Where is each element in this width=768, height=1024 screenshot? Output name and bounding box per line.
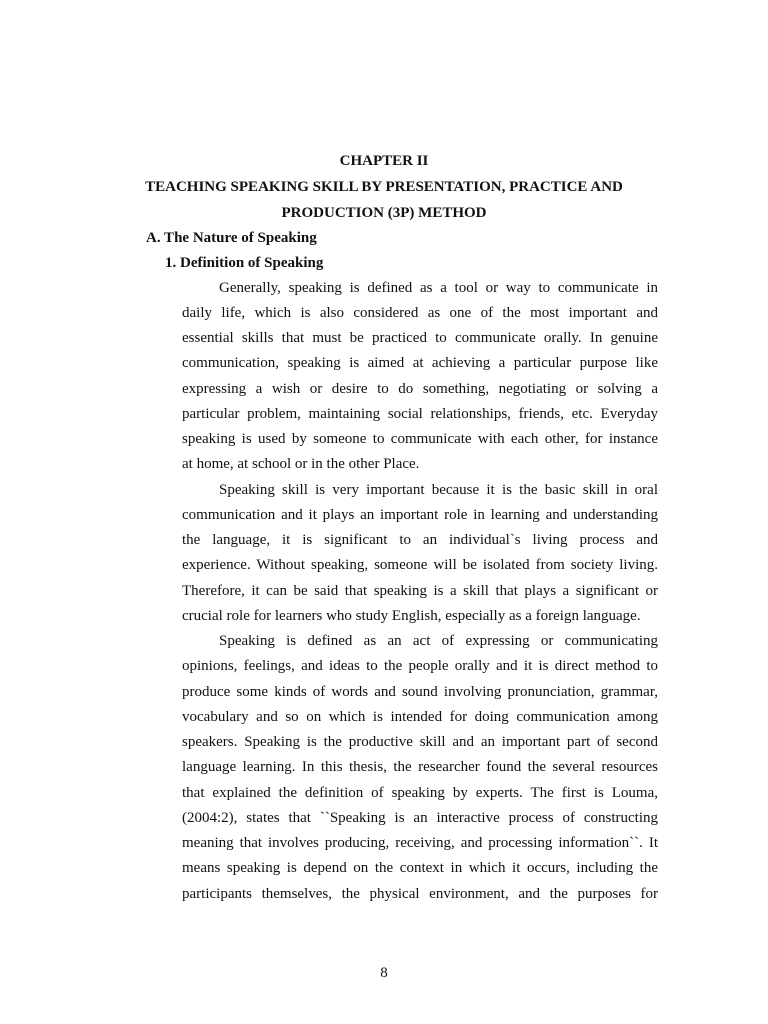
body-line: communication and it plays an important role in learning and understanding bbox=[182, 507, 658, 523]
body-line: communication, speaking is aimed at achieving a particular purpose like bbox=[182, 355, 658, 371]
body-line: experience. Without speaking, someone will be isolated from society living. bbox=[182, 557, 658, 573]
chapter-title-line-2: PRODUCTION (3P) METHOD bbox=[281, 205, 487, 221]
body-line: expressing a wish or desire to do something, negotiating or solving a bbox=[182, 381, 658, 397]
body-line: that explained the definition of speaking by experts. The first is Louma, bbox=[182, 785, 658, 801]
body-line: language learning. In this thesis, the researcher found the several resources bbox=[182, 759, 658, 775]
body-line: (2004:2), states that ``Speaking is an interactive process of constructing bbox=[182, 810, 658, 826]
body-line: speakers. Speaking is the productive skill and an important part of second bbox=[182, 734, 658, 750]
body-line: means speaking is depend on the context in which it occurs, including the bbox=[182, 860, 658, 876]
body-line: Speaking is defined as an act of expressing or communicating bbox=[219, 633, 658, 649]
body-line: produce some kinds of words and sound involving pronunciation, grammar, bbox=[182, 684, 658, 700]
body-line: crucial role for learners who study English, especially as a foreign language. bbox=[182, 608, 641, 624]
body-line: the language, it is significant to an individual`s living process and bbox=[182, 532, 658, 548]
section-heading: A. The Nature of Speaking bbox=[146, 230, 317, 246]
body-line: speaking is used by someone to communicate with each other, for instance bbox=[182, 431, 658, 447]
body-line: particular problem, maintaining social relationships, friends, etc. Everyday bbox=[182, 406, 658, 422]
chapter-number: CHAPTER II bbox=[339, 153, 429, 169]
chapter-title-line-1: TEACHING SPEAKING SKILL BY PRESENTATION, PRACTICE AND bbox=[145, 179, 623, 195]
body-line: Generally, speaking is defined as a tool or way to communicate in bbox=[219, 280, 658, 296]
body-line: essential skills that must be practiced to communicate orally. In genuine bbox=[182, 330, 658, 346]
body-line: daily life, which is also considered as one of the most important and bbox=[182, 305, 658, 321]
body-line: vocabulary and so on which is intended for doing communication among bbox=[182, 709, 658, 725]
body-line: meaning that involves producing, receiving, and processing information``. It bbox=[182, 835, 658, 851]
body-line: participants themselves, the physical environment, and the purposes for bbox=[182, 886, 658, 902]
body-line: at home, at school or in the other Place. bbox=[182, 456, 420, 472]
body-line: Speaking skill is very important because it is the basic skill in oral bbox=[219, 482, 658, 498]
body-line: Therefore, it can be said that speaking is a skill that plays a significant or bbox=[182, 583, 658, 599]
page-number: 8 bbox=[380, 965, 388, 981]
subsection-heading: 1. Definition of Speaking bbox=[165, 255, 324, 271]
body-line: opinions, feelings, and ideas to the people orally and it is direct method to bbox=[182, 658, 658, 674]
